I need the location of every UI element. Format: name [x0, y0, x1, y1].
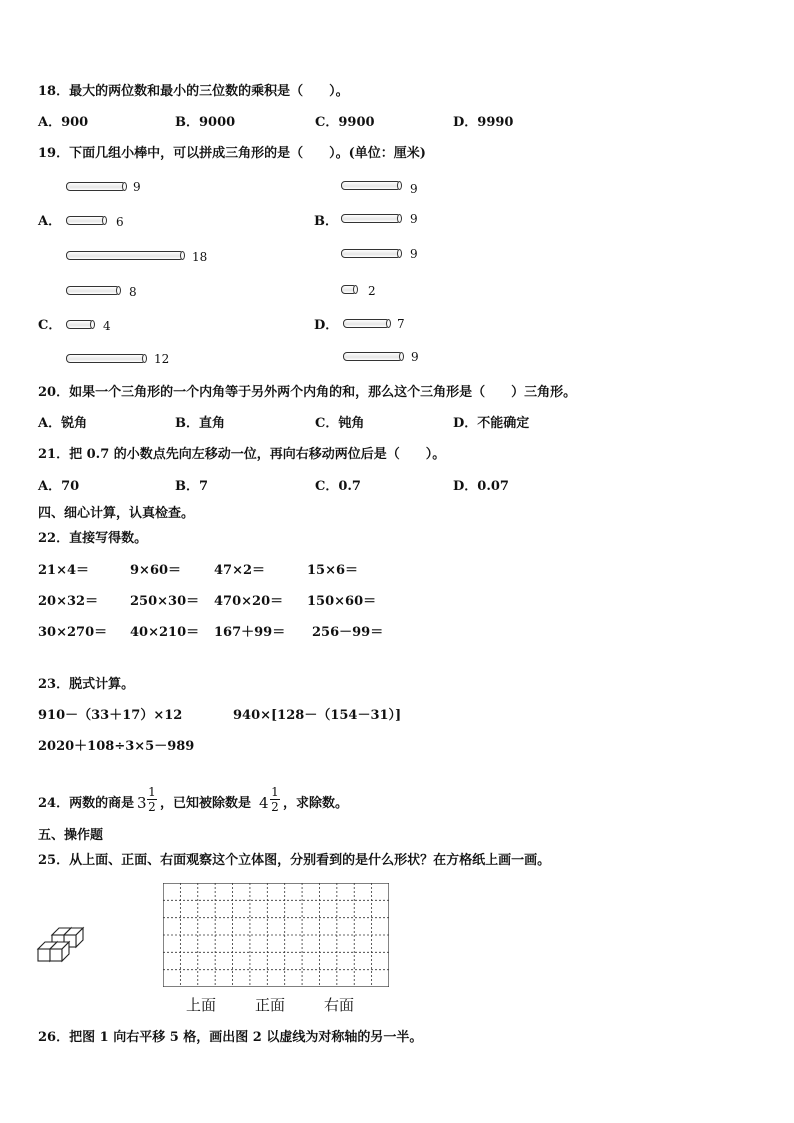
rod-c2 — [66, 320, 92, 329]
expression-2: 940×[128－（154－31）] — [233, 708, 402, 723]
rod-b2 — [341, 214, 399, 223]
question-19: 19．下面几组小棒中，可以拼成三角形的是（ ）。(单位：厘米) — [38, 146, 426, 161]
question-21: 21．把 0.7 的小数点先向左移动一位，再向右移动两位后是（ ）。 — [38, 447, 446, 462]
q18-option-a[interactable]: A．900 — [38, 115, 89, 130]
q20-option-c[interactable]: C．钝角 — [315, 416, 365, 431]
dividend-numerator: 1 — [271, 785, 279, 799]
view-label-front: 正面 — [255, 996, 286, 1014]
calc-item: 9×60＝ — [130, 563, 182, 578]
rod-c3-label: 12 — [154, 352, 170, 366]
q19-option-d[interactable]: D． — [314, 318, 339, 333]
dividend-denominator: 2 — [271, 800, 279, 814]
rod-d1-label: 2 — [368, 284, 376, 298]
rod-a3 — [66, 251, 182, 260]
calc-item: 15×6＝ — [307, 563, 359, 578]
question-24-suffix: ，求除数。 — [283, 796, 349, 811]
q18-option-b[interactable]: B．9000 — [175, 115, 236, 130]
q21-option-d[interactable]: D．0.07 — [453, 479, 509, 494]
q20-option-a[interactable]: A．锐角 — [38, 416, 88, 431]
q19-option-c[interactable]: C． — [38, 318, 62, 333]
rod-a2-label: 6 — [116, 215, 124, 229]
calc-item: 40×210＝ — [130, 625, 200, 640]
rod-a1-label: 9 — [133, 180, 141, 194]
q20-option-b[interactable]: B．直角 — [175, 416, 225, 431]
expression-1: 910－（33＋17）×12 — [38, 708, 183, 723]
grid-paper[interactable] — [163, 883, 389, 987]
section-4-heading: 四、细心计算，认真检查。 — [38, 506, 195, 521]
q21-option-a[interactable]: A．70 — [38, 479, 80, 494]
q21-option-b[interactable]: B．7 — [175, 479, 209, 494]
section-5-heading: 五、操作题 — [38, 828, 104, 843]
view-label-right: 右面 — [324, 996, 355, 1014]
quotient-whole: 3 — [137, 794, 147, 812]
calc-item: 47×2＝ — [214, 563, 266, 578]
rod-d2 — [343, 319, 388, 328]
question-23: 23．脱式计算。 — [38, 677, 135, 692]
rod-c1 — [66, 286, 118, 295]
rod-d1 — [341, 285, 355, 294]
q18-option-c[interactable]: C．9900 — [315, 115, 375, 130]
rod-d3-label: 9 — [411, 350, 419, 364]
quotient-numerator: 1 — [148, 785, 156, 799]
q20-option-d[interactable]: D．不能确定 — [453, 416, 530, 431]
rod-b2-label: 9 — [410, 212, 418, 226]
question-18: 18．最大的两位数和最小的三位数的乘积是（ ）。 — [38, 84, 349, 99]
dividend-whole: 4 — [259, 794, 269, 812]
rod-b3-label: 9 — [410, 247, 418, 261]
question-24-middle: ，已知被除数是 — [160, 796, 252, 811]
rod-b1-label: 9 — [410, 182, 418, 196]
rod-b1 — [341, 181, 399, 190]
view-label-top: 上面 — [186, 996, 217, 1014]
rod-a2 — [66, 216, 104, 225]
question-26: 26．把图 1 向右平移 5 格，画出图 2 以虚线为对称轴的另一半。 — [38, 1030, 423, 1045]
quotient-denominator: 2 — [148, 800, 156, 814]
dividend-fraction — [270, 786, 280, 813]
question-24-prefix: 24．两数的商是 — [38, 796, 135, 811]
rod-c1-label: 8 — [129, 285, 137, 299]
cube-figure — [35, 922, 95, 968]
rod-c2-label: 4 — [103, 319, 111, 333]
rod-d3 — [343, 352, 401, 361]
q19-option-a[interactable]: A． — [38, 214, 62, 229]
rod-c3 — [66, 354, 144, 363]
q18-option-d[interactable]: D．9990 — [453, 115, 514, 130]
q19-option-b[interactable]: B． — [314, 214, 338, 229]
calc-item: 21×4＝ — [38, 563, 90, 578]
expression-3: 2020＋108÷3×5－989 — [38, 739, 195, 754]
calc-item: 256－99＝ — [312, 625, 384, 640]
rod-b3 — [341, 249, 399, 258]
calc-item: 150×60＝ — [307, 594, 377, 609]
question-25: 25．从上面、正面、右面观察这个立体图，分别看到的是什么形状？在方格纸上画一画。 — [38, 853, 551, 868]
q21-option-c[interactable]: C．0.7 — [315, 479, 361, 494]
rod-a3-label: 18 — [192, 250, 208, 264]
quotient-fraction — [147, 786, 157, 813]
question-22: 22．直接写得数。 — [38, 531, 148, 546]
calc-item: 167＋99＝ — [214, 625, 286, 640]
calc-item: 30×270＝ — [38, 625, 108, 640]
calc-item: 470×20＝ — [214, 594, 284, 609]
rod-a1 — [66, 182, 124, 191]
question-20: 20．如果一个三角形的一个内角等于另外两个内角的和，那么这个三角形是（ ）三角形。 — [38, 385, 577, 400]
rod-d2-label: 7 — [397, 317, 405, 331]
calc-item: 20×32＝ — [38, 594, 99, 609]
calc-item: 250×30＝ — [130, 594, 200, 609]
